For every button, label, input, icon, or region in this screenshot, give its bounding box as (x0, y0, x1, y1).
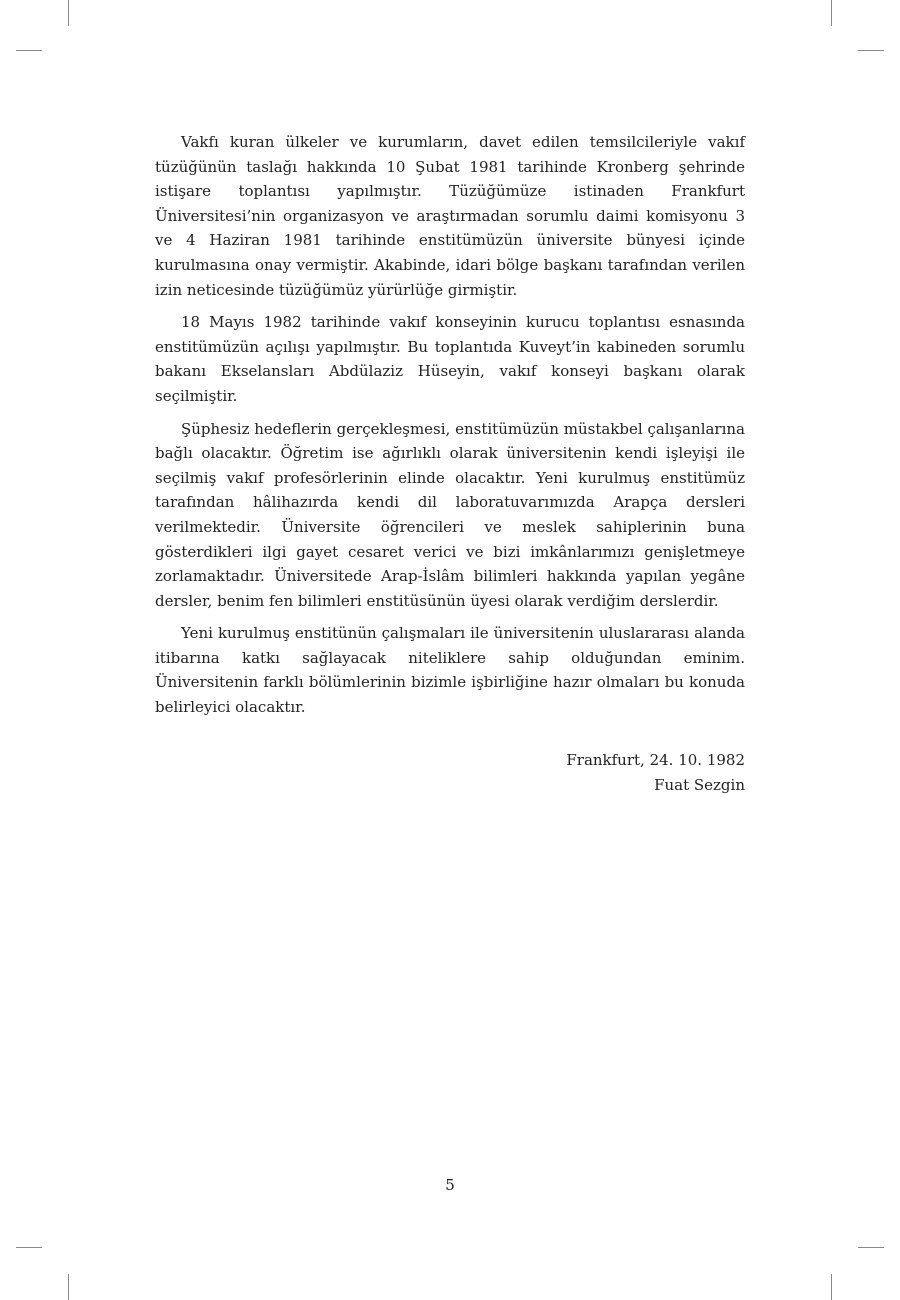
place-date: Frankfurt, 24. 10. 1982 (566, 750, 745, 769)
crop-mark-left-bottom (16, 1247, 42, 1248)
crop-mark-left-top (16, 50, 42, 51)
crop-mark-bottom-right (831, 1274, 832, 1300)
crop-mark-bottom-left (68, 1274, 69, 1300)
crop-mark-right-bottom (858, 1247, 884, 1248)
crop-mark-top-left (68, 0, 69, 26)
crop-mark-top-right (831, 0, 832, 26)
paragraph: Yeni kurulmuş enstitünün çalışmaları ile üniversitenin uluslararası alanda itibarına katkı sağlayacak niteliklere sahip olduğundan eminim. Üniversitenin farklı bölümlerinin bizimle işbirliğine hazır olmaları bu konuda belirleyici olacaktır. (155, 624, 745, 717)
body-text (155, 130, 745, 798)
closing-block (155, 748, 745, 798)
paragraph: Şüphesiz hedeflerin gerçekleşmesi, enstitümüzün müstakbel çalışanlarına bağlı olacaktır. Öğretim ise ağırlıklı olarak üniversitenin kendi işleyişi ile seçilmiş vakıf profesörlerinin elinde olacaktır. Yeni kurulmuş enstitümüz tarafından hâlihazırda kendi dil laboratuvarımızda Arapça dersleri verilmektedir. Üniversite öğrencileri ve meslek sahiplerinin buna gösterdikleri ilgi gayet cesaret verici ve bizi imkânlarımızı genişletmeye zorlamaktadır. Üniversitede Arap-İslâm bilimleri hakkında yapılan yegâne dersler, benim fen bilimleri enstitüsünün üyesi olarak verdiğim derslerdir. (155, 419, 745, 610)
page-number: 5 (445, 1176, 455, 1194)
paragraph: Vakfı kuran ülkeler ve kurumların, davet edilen temsilcileriyle vakıf tüzüğünün taslağı hakkında 10 Şubat 1981 tarihinde Kronberg şehrinde istişare toplantısı yapılmıştır. Tüzüğümüze istinaden Frankfurt Üniversitesi’nin organizasyon ve araştırmadan sorumlu daimi komisyonu 3 ve 4 Haziran 1981 tarihinde enstitümüzün üniversite bünyesi içinde kurulmasına onay vermiştir. Akabinde, idari bölge başkanı tarafından verilen izin neticesinde tüzüğümüz yürürlüğe girmiştir. (155, 133, 745, 299)
crop-mark-right-top (858, 50, 884, 51)
signature-name: Fuat Sezgin (654, 775, 745, 794)
paragraph: 18 Mayıs 1982 tarihinde vakıf konseyinin kurucu toplantısı esnasında enstitümüzün açılışı yapılmıştır. Bu toplantıda Kuveyt’in kabineden sorumlu bakanı Ekselansları Abdülaziz Hüseyin, vakıf konseyi başkanı olarak seçilmiştir. (155, 313, 745, 405)
